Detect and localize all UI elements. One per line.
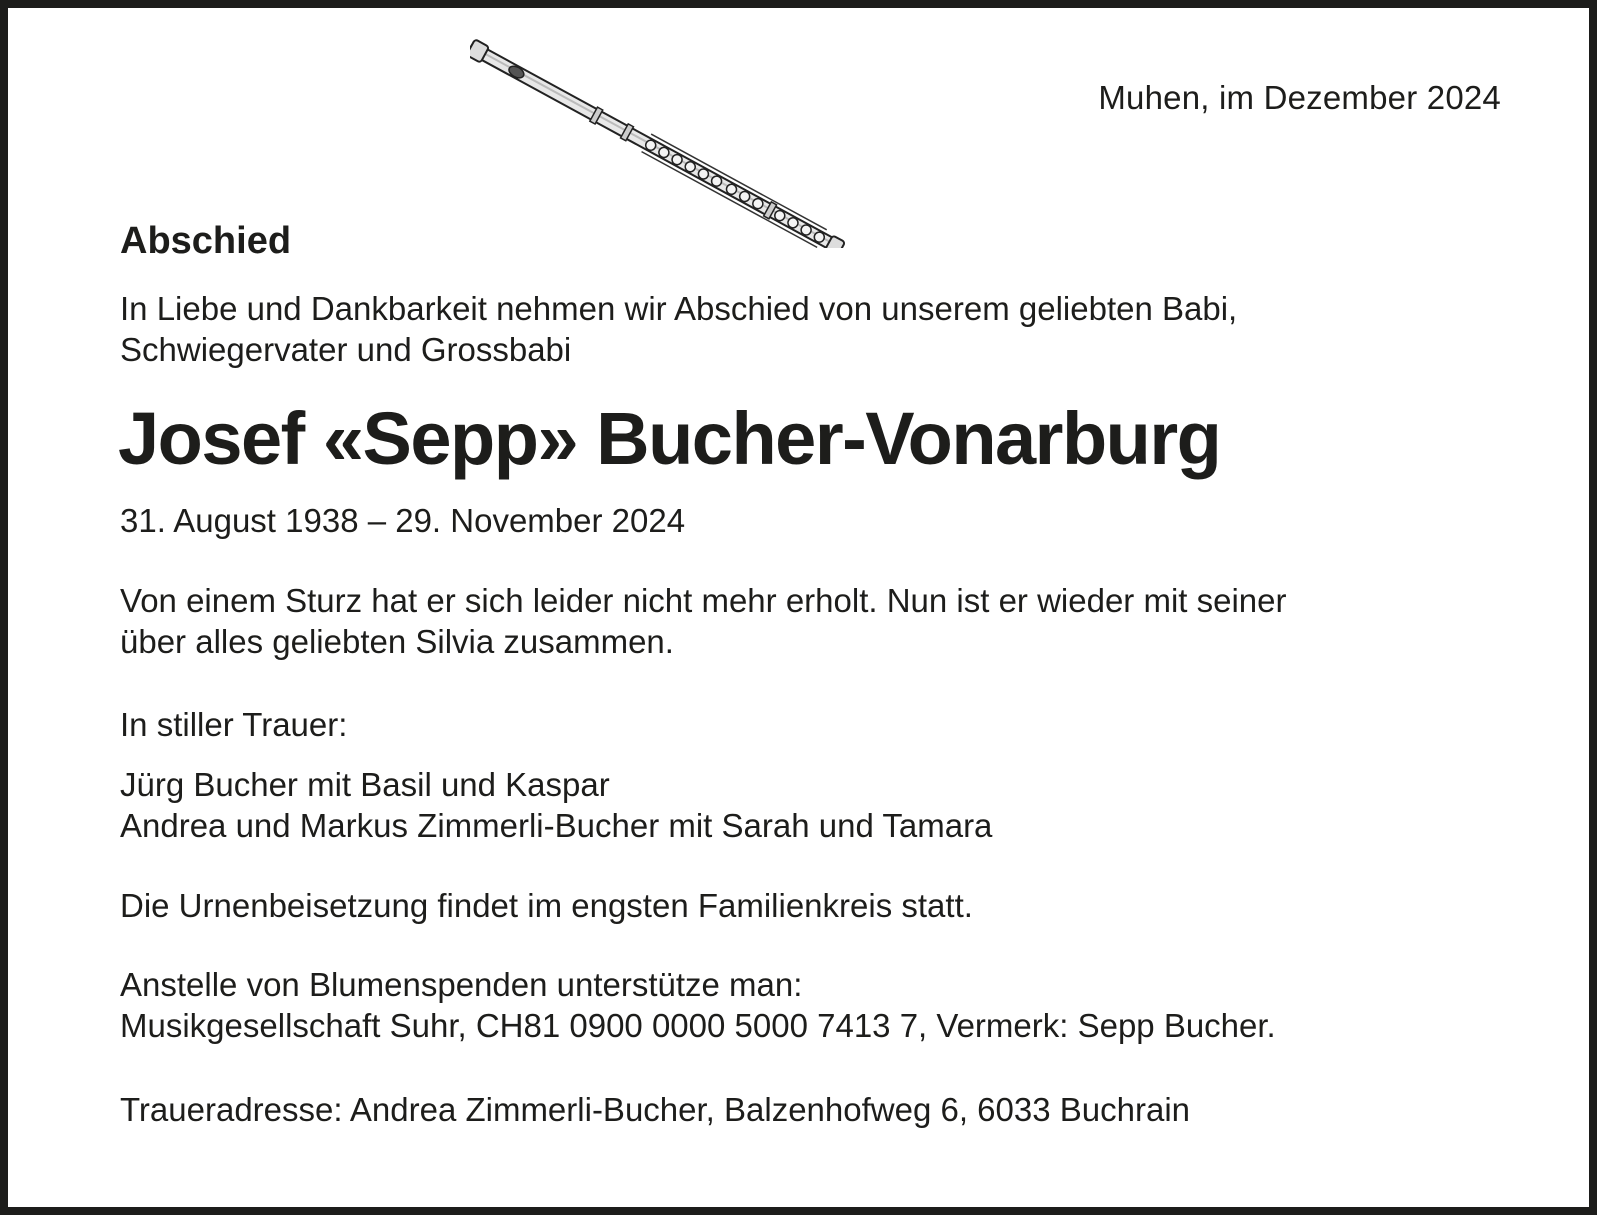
message-text [120,580,1287,662]
mourning-label [120,704,347,745]
deceased-name: Josef «Sepp» Bucher-Vonarburg [118,397,1221,480]
mourners-list [120,764,992,846]
intro-line: Schwiegervater und Grossbabi [120,331,572,368]
donation-info [120,964,1276,1046]
heading: Abschied [120,220,292,262]
funeral-info [120,885,973,926]
message-line: Von einem Sturz hat er sich leider nicht mehr erholt. Nun ist er wieder mit seiner [120,582,1287,619]
message-line: über alles geliebten Silvia zusammen. [120,623,674,660]
flute-icon [470,38,860,248]
intro-line: In Liebe und Dankbarkeit nehmen wir Abschied von unserem geliebten Babi, [120,290,1238,327]
intro-text [120,288,1237,370]
mourning-address [120,1089,1190,1130]
address-text: Traueradresse: Andrea Zimmerli-Bucher, Balzenhofweg 6, 6033 Buchrain [120,1091,1191,1128]
mourner-line: Jürg Bucher mit Basil und Kaspar [120,766,610,803]
dateline: Muhen, im Dezember 2024 [1098,79,1501,116]
lifespan-dates: 31. August 1938 – 29. November 2024 [120,502,686,539]
mourner-line: Andrea und Markus Zimmerli-Bucher mit Sarah und Tamara [120,807,993,844]
mourning-label-text: In stiller Trauer: [120,706,348,743]
funeral-text: Die Urnenbeisetzung findet im engsten Familienkreis statt. [120,887,973,924]
donation-line: Musikgesellschaft Suhr, CH81 0900 0000 5000 7413 7, Vermerk: Sepp Bucher. [120,1007,1276,1044]
donation-line: Anstelle von Blumenspenden unterstütze man: [120,966,803,1003]
